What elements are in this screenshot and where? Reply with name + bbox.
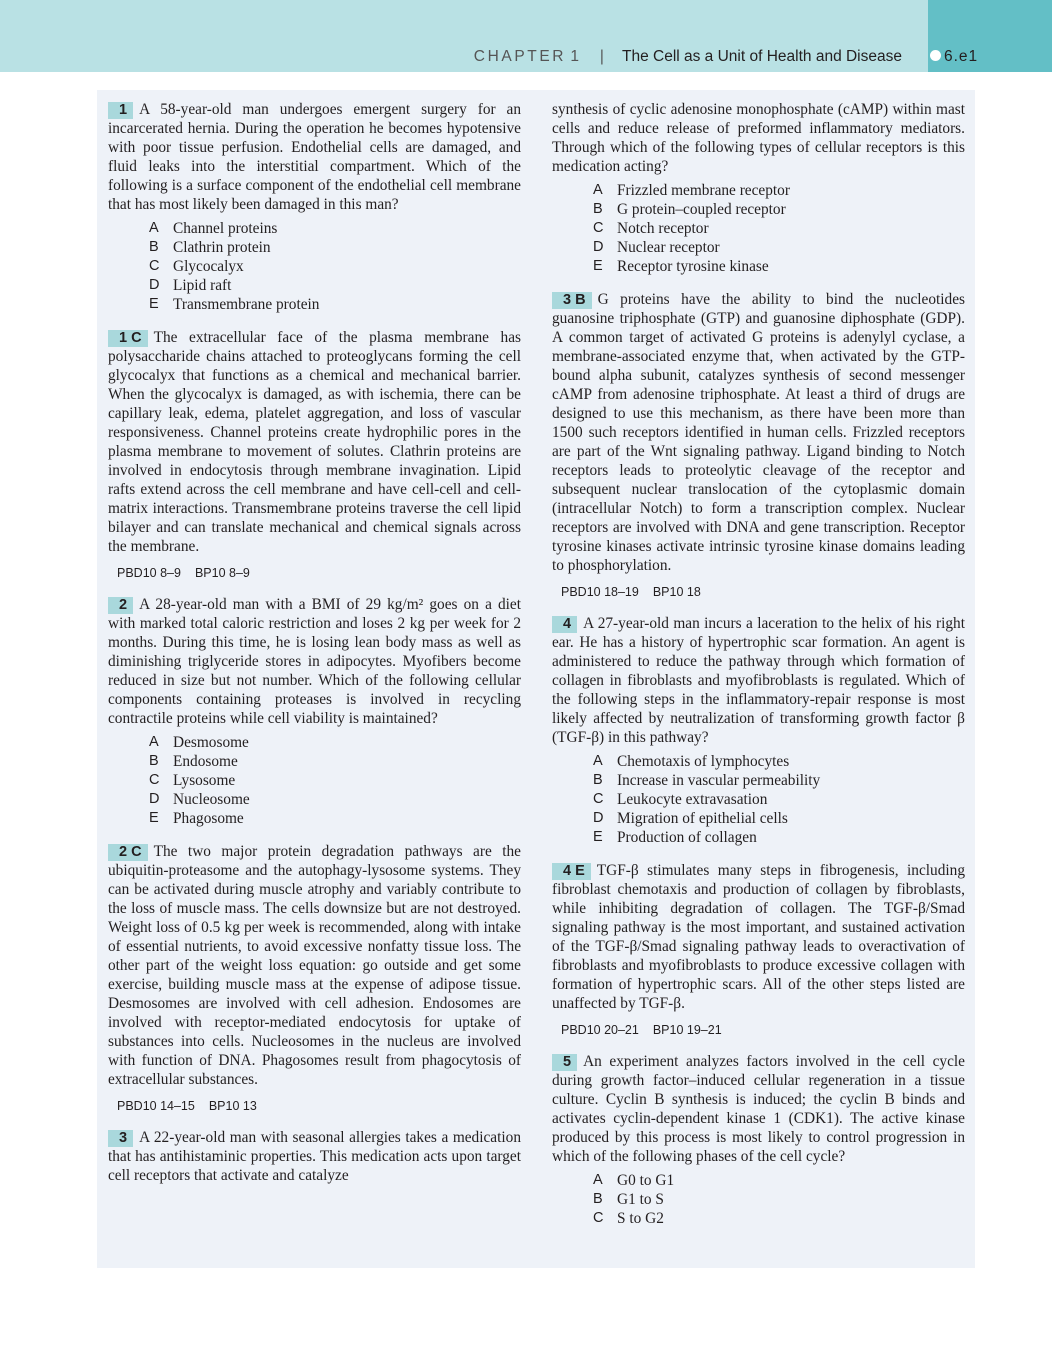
option-letter: C (593, 791, 604, 807)
question-block-q4 (552, 614, 965, 847)
block-text: TGF-β stimulates many steps in fibrogenesis, including fibroblast chemotaxis and production of collagen by fibroblasts, while inhibiting degradation of collagen. The TGF-β/Smad signaling pathway is the most important, and sustained activation of the TGF-β/Smad signaling pathway leads to overactivation of fibroblasts and myofibroblasts to produce excessive collagen with formation of hypertrophic scars. All of the other steps listed are unaffected by TGF-β. (552, 862, 965, 1012)
block-paragraph (108, 1128, 521, 1185)
option-letter: C (149, 772, 160, 788)
answer-option (149, 771, 521, 790)
option-text: Migration of epithelial cells (617, 810, 788, 827)
block-paragraph (552, 861, 965, 1013)
answer-option (593, 771, 965, 790)
answer-option (149, 790, 521, 809)
answer-option (149, 809, 521, 828)
answer-option (149, 733, 521, 752)
option-letter: C (149, 258, 160, 274)
option-letter: D (593, 810, 604, 826)
question-block-q5 (552, 1052, 965, 1228)
answer-option (593, 219, 965, 238)
option-text: Lysosome (173, 772, 236, 789)
block-text: An experiment analyzes factors involved in the cell cycle during growth factor–induced cellular regeneration in a tissue culture. Cyclin B synthesis is induced; the cyclin B binds and activates cyclin-dependent kinase 1 (CDK1). The active kinase produced by this process is most likely to control progression in which of the following phases of the cell cycle? (552, 1053, 965, 1165)
option-text: Transmembrane protein (173, 296, 320, 313)
option-text: Lipid raft (173, 277, 232, 294)
option-text: G protein–coupled receptor (617, 201, 786, 218)
answer-options-list (552, 752, 965, 847)
block-text: The extracellular face of the plasma membrane has polysaccharide chains attached to proteoglycans forming the cell glycocalyx that functions as a chemical and mechanical barrier. When the glycocalyx is damaged, as with ischemia, there can be capillary leak, edema, platelet aggregation, and loss of vascular responsiveness. Channel proteins create hydrophilic pores in the plasma membrane to movement of solutes. Clathrin proteins are involved in endocytosis through membrane invagination. Lipid rafts extend across the cell membrane and have cell-cell and cell-matrix interactions. Transmembrane proteins traverse the cell lipid bilayer and can translate mechanical and chemical signals across the membrane. (108, 329, 521, 555)
block-paragraph (108, 328, 521, 556)
option-text: Chemotaxis of lymphocytes (617, 753, 790, 770)
item-number-badge: 1 C (108, 330, 148, 347)
option-text: Clathrin protein (173, 239, 271, 256)
block-text: A 58-year-old man undergoes emergent surgery for an incarcerated hernia. During the operation he becomes hypotensive with poor tissue perfusion. Endothelial cells are damaged, and fluid leaks into the interstitial compartment. Which of the following is a surface component of the endothelial cell membrane that has most likely been damaged in this man? (108, 101, 521, 213)
item-number-badge: 2 (108, 597, 133, 614)
chapter-label: CHAPTER (473, 48, 567, 65)
option-letter: B (149, 239, 159, 255)
block-text: A 22-year-old man with seasonal allergies takes a medication that has antihistaminic properties. This medication acts upon target cell receptors that activate and catalyze (108, 1129, 521, 1184)
option-letter: E (593, 829, 603, 845)
option-letter: A (593, 182, 603, 198)
block-spacer (108, 314, 521, 328)
item-number-badge: 2 C (108, 844, 148, 861)
header-divider: | (599, 48, 604, 65)
answer-option (593, 181, 965, 200)
option-text: Desmosome (173, 734, 249, 751)
question-block-q1 (108, 100, 521, 314)
block-spacer (552, 1038, 965, 1052)
block-text: G proteins have the ability to bind the nucleotides guanosine triphosphate (GTP) and guanosine diphosphate (GDP). A common target of activated G proteins is adenylyl cyclase, a membrane-associated enzyme that, when activated by the GTP-bound alpha subunit, catalyzes synthesis of second messenger cAMP from adenosine triphosphate. At least a third of drugs are designed to use this mechanism, as there have been more than 1500 such receptors identified in human cells. Frizzled receptors are part of the Wnt signaling pathway. Ligand binding to Notch receptors leads to proteolytic cleavage of the receptor and subsequent nuclear translocation of the cytoplasmic domain (intracellular Notch) to form a transcription complex. Nuclear receptors are involved with DNA and gene transcription. Receptor tyrosine kinases activate intrinsic tyrosine kinase domains leading to phosphorylation. (552, 291, 965, 574)
block-paragraph (552, 1052, 965, 1166)
answer-option (593, 200, 965, 219)
question-block-q2 (108, 595, 521, 828)
block-text: The two major protein degradation pathways are the ubiquitin-proteasome and the autophagy-lysosome systems. They can be activated during muscle atrophy and variably contribute to the loss of muscle mass. The cells downsize but are not destroyed. Weight loss of 0.5 kg per week is recommended, along with intake of essential nutrients, to avoid excessive nonfatty tissue loss. The other part of the weight loss equation: go outside and get some exercise, building muscle mass at the expense of adipose tissue. Desmosomes are involved with cell adhesion. Endosomes are involved with receptor-mediated endocytosis for uptake of substances into cells. Nucleosomes in the nucleus are involved with function of DNA. Phagosomes result from phagocytosis of extracellular substances. (108, 843, 521, 1088)
block-spacer (552, 847, 965, 861)
item-number-badge: 5 (552, 1054, 577, 1071)
block-spacer (552, 600, 965, 614)
reference-citation: PBD10 18–19 (561, 585, 639, 599)
block-spacer (108, 828, 521, 842)
option-text: Notch receptor (617, 220, 709, 237)
answer-option (593, 1190, 965, 1209)
reference-citation: BP10 18 (652, 585, 701, 599)
answer-option (593, 257, 965, 276)
question-block-q3-cont (552, 100, 965, 276)
option-text: Increase in vascular permeability (617, 772, 821, 789)
answer-option (149, 238, 521, 257)
option-text: Leukocyte extravasation (617, 791, 768, 808)
answer-option (149, 219, 521, 238)
reference-citation: BP10 19–21 (652, 1023, 722, 1037)
option-letter: B (593, 201, 603, 217)
option-letter: D (593, 239, 604, 255)
answer-option (593, 1171, 965, 1190)
block-spacer (108, 1114, 521, 1128)
option-letter: B (593, 772, 603, 788)
reference-line (561, 584, 965, 600)
page-number-text: 6.e1 (944, 48, 979, 65)
option-letter: C (593, 1210, 604, 1226)
right-column (552, 100, 965, 1228)
option-text: S to G2 (617, 1210, 664, 1227)
option-text: Nucleosome (173, 791, 250, 808)
item-number-badge: 1 (108, 102, 133, 119)
answer-options-list (108, 219, 521, 314)
item-number-badge: 3 B (552, 292, 592, 309)
block-text: synthesis of cyclic adenosine monophosphate (cAMP) within mast cells and reduce release of preformed inflammatory mediators. Through which of the following types of cellular receptors is this medication acting? (552, 101, 965, 175)
answer-block-a3 (552, 290, 965, 600)
option-text: Endosome (173, 753, 238, 770)
option-letter: A (593, 1172, 603, 1188)
answer-option (593, 790, 965, 809)
option-text: Frizzled membrane receptor (617, 182, 790, 199)
block-text: A 27-year-old man incurs a laceration to the helix of his right ear. He has a history of hypertrophic scar formation. An agent is administered to reduce the pathway through which formation of collagen in fibroblasts and myofibroblasts is regulated. Which of the following steps in the inflammatory-repair response is most likely affected by neutralization of transforming growth factor β (TGF-β) in this pathway? (552, 615, 965, 746)
reference-citation: PBD10 8–9 (117, 566, 181, 580)
block-paragraph (552, 290, 965, 575)
answer-option (149, 752, 521, 771)
option-letter: E (149, 296, 159, 312)
running-header (474, 48, 902, 66)
bullet-dot-icon (930, 50, 941, 61)
answer-options-list (108, 733, 521, 828)
option-text: Nuclear receptor (617, 239, 720, 256)
option-text: Channel proteins (173, 220, 278, 237)
answer-option (593, 1209, 965, 1228)
item-number-badge: 4 (552, 616, 577, 633)
option-text: Phagosome (173, 810, 244, 827)
answer-option (593, 238, 965, 257)
option-text: G0 to G1 (617, 1172, 675, 1189)
option-letter: B (149, 753, 159, 769)
answer-options-list (552, 1171, 965, 1228)
option-letter: D (149, 791, 160, 807)
block-paragraph (552, 100, 965, 176)
answer-options-list (552, 181, 965, 276)
block-text: A 28-year-old man with a BMI of 29 kg/m² goes on a diet with marked total caloric restriction and loses 2 kg per week for 2 months. During this time, he is losing lean body mass as well as diminishing triglyceride stores in adipocytes. Myofibers become reduced in size but not number. Which of the following cellular components containing proteases is involved in recycling contractile proteins while cell viability is maintained? (108, 596, 521, 727)
chapter-number: 1 (570, 48, 582, 65)
left-column (108, 100, 521, 1185)
option-text: Glycocalyx (173, 258, 244, 275)
answer-option (593, 828, 965, 847)
answer-option (149, 257, 521, 276)
block-spacer (552, 276, 965, 290)
option-letter: C (593, 220, 604, 236)
block-paragraph (552, 614, 965, 747)
answer-option (593, 752, 965, 771)
answer-block-a4 (552, 861, 965, 1038)
reference-citation: BP10 8–9 (194, 566, 250, 580)
option-letter: E (149, 810, 159, 826)
block-spacer (108, 581, 521, 595)
reference-line (561, 1022, 965, 1038)
answer-block-a2 (108, 842, 521, 1114)
block-paragraph (108, 842, 521, 1089)
item-number-badge: 4 E (552, 863, 591, 880)
answer-option (149, 276, 521, 295)
reference-line (117, 1098, 521, 1114)
option-letter: B (593, 1191, 603, 1207)
answer-option (149, 295, 521, 314)
page-number (930, 48, 978, 66)
answer-block-a1 (108, 328, 521, 581)
reference-citation: BP10 13 (208, 1099, 257, 1113)
block-paragraph (108, 595, 521, 728)
option-text: G1 to S (617, 1191, 664, 1208)
option-text: Receptor tyrosine kinase (617, 258, 769, 275)
option-letter: A (149, 734, 159, 750)
reference-citation: PBD10 14–15 (117, 1099, 195, 1113)
option-letter: E (593, 258, 603, 274)
option-letter: D (149, 277, 160, 293)
option-letter: A (593, 753, 603, 769)
reference-line (117, 565, 521, 581)
chapter-title: The Cell as a Unit of Health and Disease (621, 48, 902, 65)
item-number-badge: 3 (108, 1130, 133, 1147)
reference-citation: PBD10 20–21 (561, 1023, 639, 1037)
block-paragraph (108, 100, 521, 214)
option-text: Production of collagen (617, 829, 757, 846)
question-block-q3 (108, 1128, 521, 1185)
answer-option (593, 809, 965, 828)
option-letter: A (149, 220, 159, 236)
